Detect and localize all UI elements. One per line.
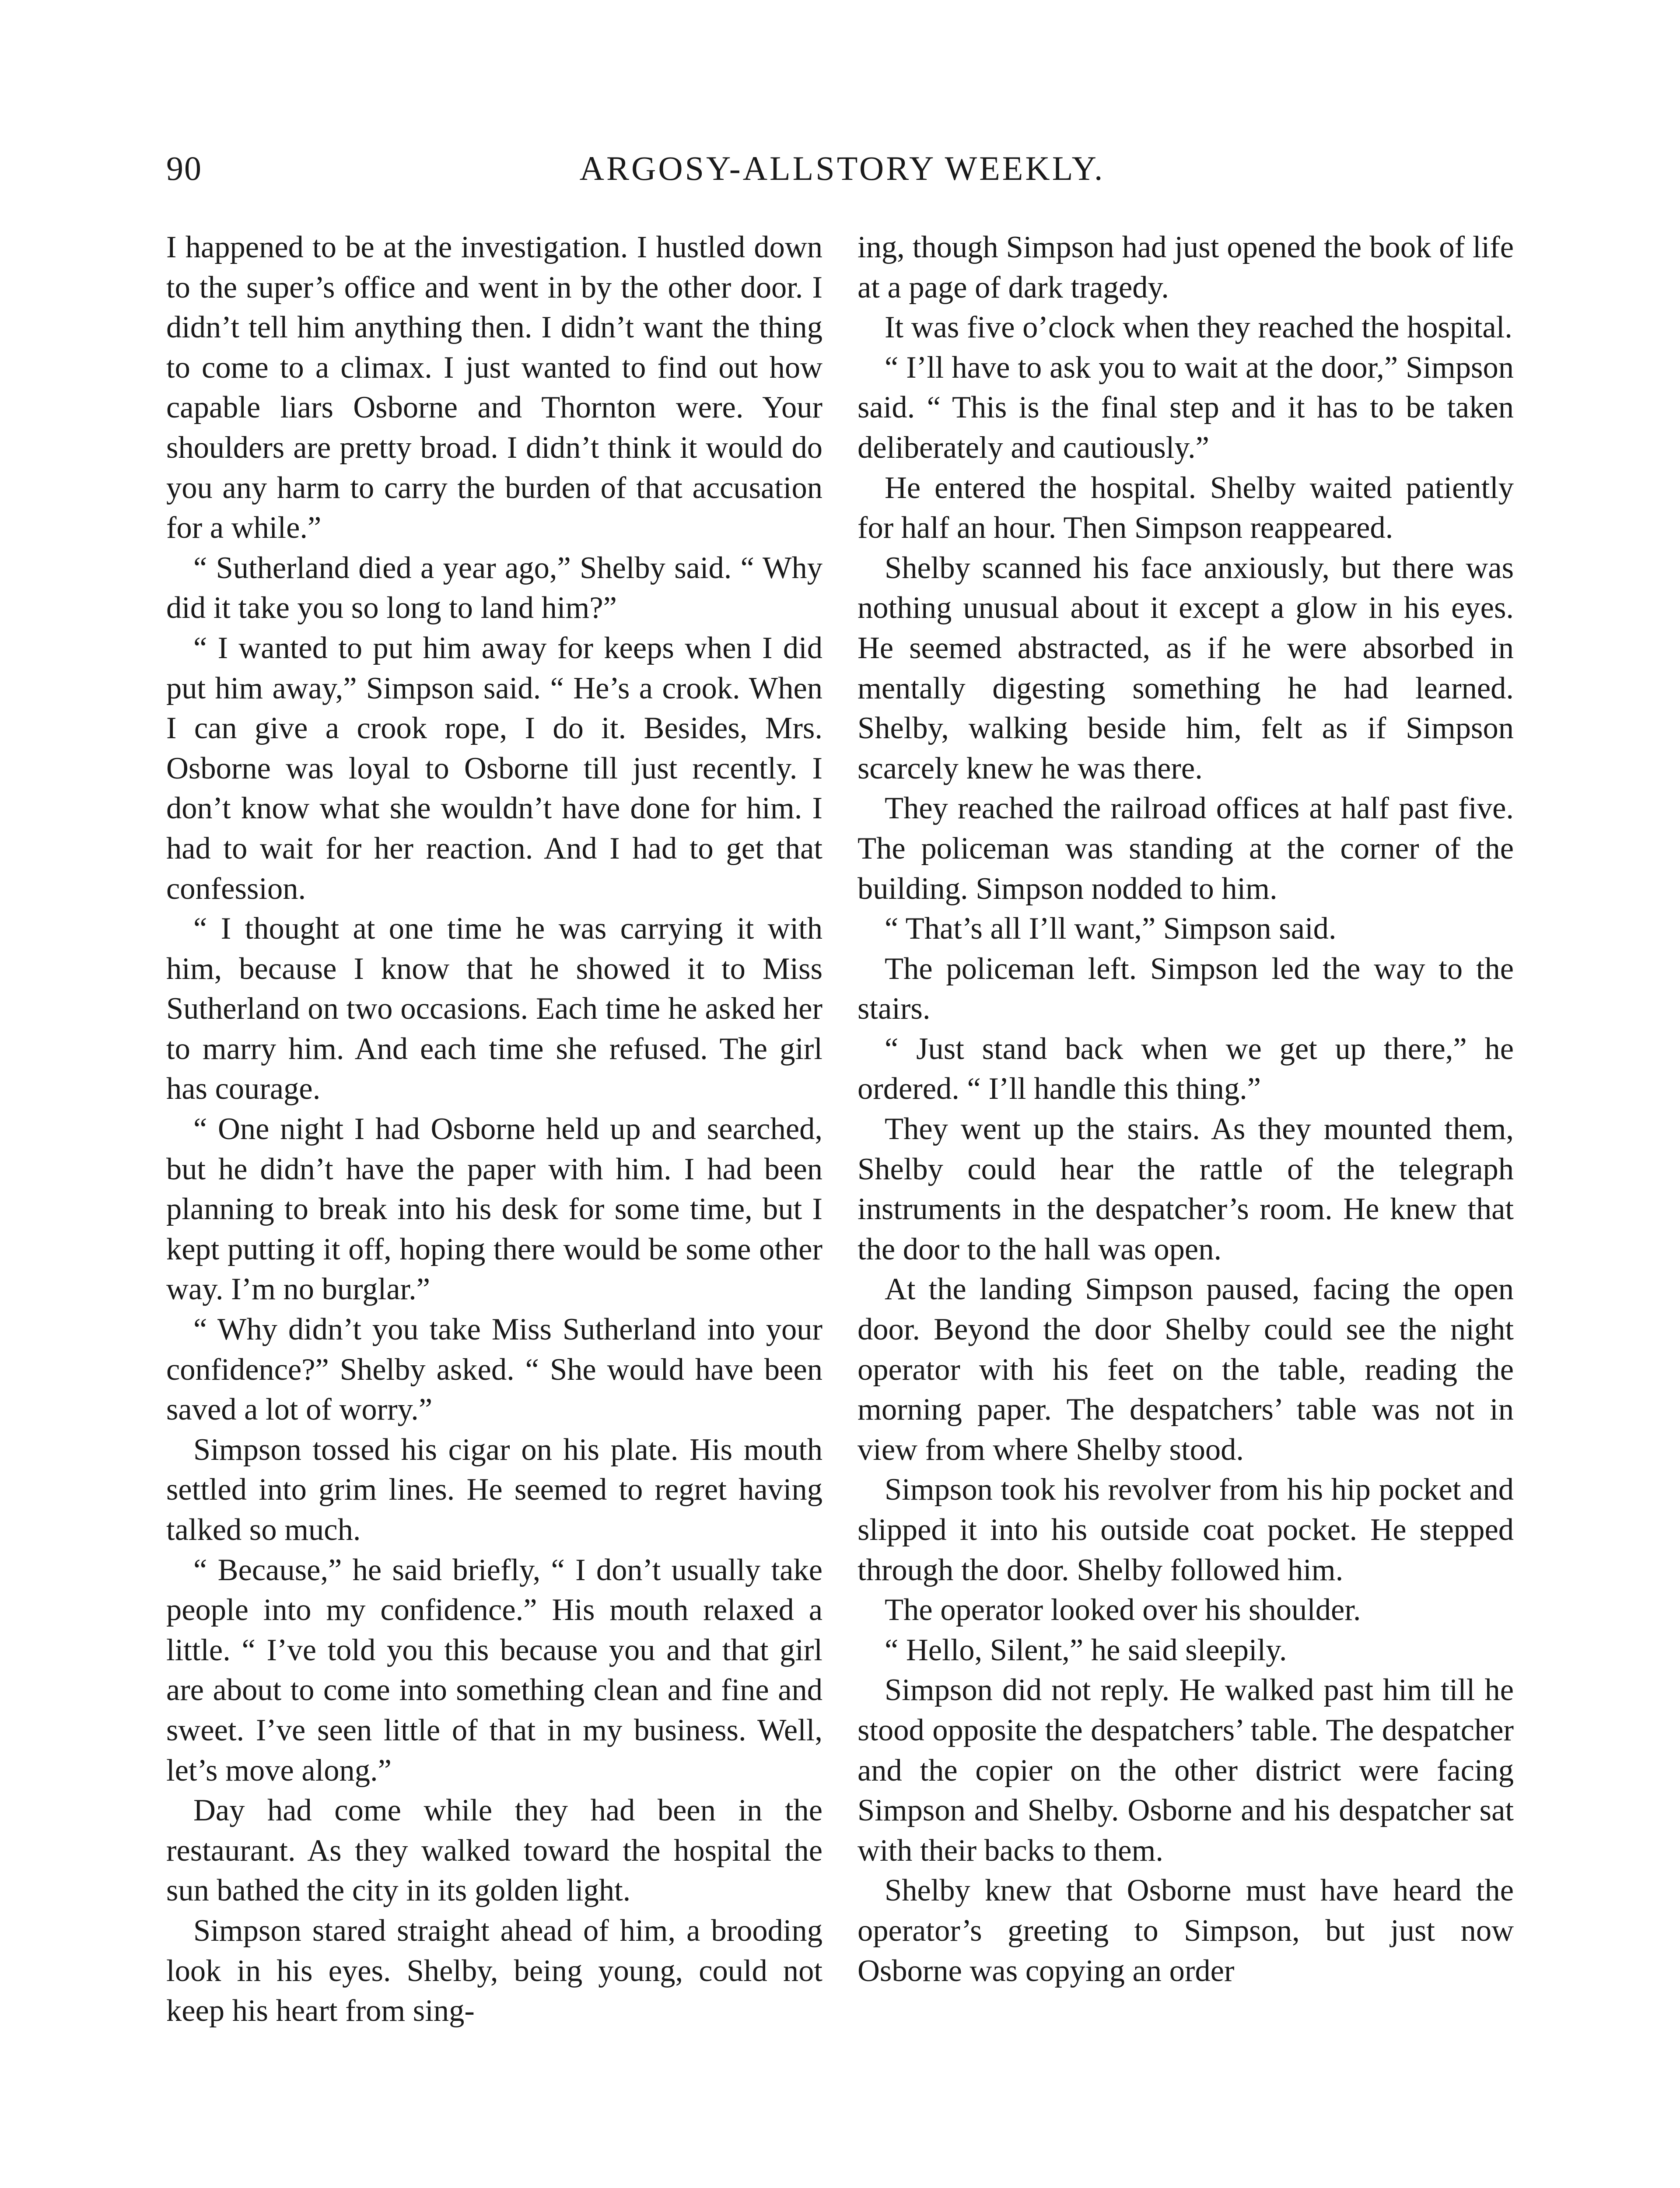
paragraph: At the landing Simpson paused, facing the open door. Beyond the door Shelby could see the night operator with his feet on the table, reading the morning paper. The despatchers’ table was not in view from where Shelby stood. <box>858 1272 1514 1467</box>
paragraph: “ Hello, Silent,” he said sleepily. <box>885 1633 1287 1667</box>
paragraph: They reached the railroad offices at half past five. The policeman was standing at the corner of the building. Simpson nodded to him. <box>858 791 1514 906</box>
paragraph: The operator looked over his shoulder. <box>885 1593 1361 1627</box>
paragraph: ing, though Simpson had just opened the book of life at a page of dark tragedy. <box>858 230 1514 305</box>
paragraph: “ That’s all I’ll want,” Simpson said. <box>885 912 1337 946</box>
paragraph: “ One night I had Osborne held up and searched, but he didn’t have the paper with him. I had been planning to break into his desk for some time, but I kept putting it off, hoping there would be some other way. I’m no burglar.” <box>166 1112 822 1307</box>
page-header <box>166 144 1518 197</box>
paragraph: “ I thought at one time he was carrying it with him, because I know that he showed it to Miss Sutherland on two occasions. Each time he asked her to marry him. And each time she refused. The girl has courage. <box>166 912 822 1106</box>
paragraph: “ I’ll have to ask you to wait at the door,” Simpson said. “ This is the final step and it has to be taken deliberately and cautiously.” <box>858 350 1514 465</box>
paragraph: Shelby scanned his face anxiously, but there was nothing unusual about it except a glow in his eyes. He seemed abstracted, as if he were absorbed in mentally digesting something he had learned. Shelby, walking beside him, felt as if Simpson scarcely knew he was there. <box>858 551 1514 785</box>
paragraph: They went up the stairs. As they mounted them, Shelby could hear the rattle of the telegraph instruments in the despatcher’s room. He knew that the door to the hall was open. <box>858 1112 1514 1266</box>
paragraph: “ Why didn’t you take Miss Sutherland into your confidence?” Shelby asked. “ She would have been saved a lot of worry.” <box>166 1312 822 1427</box>
paragraph: “ Because,” he said briefly, “ I don’t usually take people into my confidence.” His mouth relaxed a little. “ I’ve told you this because you and that girl are about to come into something clean and fine and sweet. I’ve seen little of that in my business. Well, let’s move along.” <box>166 1553 822 1788</box>
right-column <box>858 228 1514 2188</box>
running-head: ARGOSY-ALLSTORY WEEKLY. <box>579 149 1105 187</box>
left-column <box>166 228 822 2188</box>
paragraph: Simpson tossed his cigar on his plate. His mouth settled into grim lines. He seemed to regret having talked so much. <box>166 1432 822 1547</box>
paragraph: The policeman left. Simpson led the way to the stairs. <box>858 951 1514 1026</box>
paragraph: Simpson did not reply. He walked past him till he stood opposite the despatchers’ table. The despatcher and the copier on the other district were facing Simpson and Shelby. Osborne and his despatcher sat with their backs to them. <box>858 1673 1514 1868</box>
paragraph: Shelby knew that Osborne must have heard the operator’s greeting to Simpson, but just now Osborne was copying an order <box>858 1873 1514 1988</box>
paragraph: “ I wanted to put him away for keeps when I did put him away,” Simpson said. “ He’s a crook. When I can give a crook rope, I do it. Besides, Mrs. Osborne was loyal to Osborne till just recently. I don’t know what she wouldn’t have done for him. I had to wait for her reaction. And I had to get that confession. <box>166 631 822 906</box>
paragraph: Simpson stared straight ahead of him, a brooding look in his eyes. Shelby, being young, could not keep his heart from sing- <box>166 1913 822 2028</box>
paragraph: Simpson took his revolver from his hip pocket and slipped it into his outside coat pocket. He stepped through the door. Shelby followed him. <box>858 1473 1514 1587</box>
paragraph: I happened to be at the investigation. I hustled down to the super’s office and went in by the other door. I didn’t tell him anything then. I didn’t want the thing to come to a climax. I just wanted to find out how capable liars Osborne and Thornton were. Your shoulders are pretty broad. I didn’t think it would do you any harm to carry the burden of that accusation for a while.” <box>166 230 822 545</box>
paragraph: Day had come while they had been in the restaurant. As they walked toward the hospital the sun bathed the city in its golden light. <box>166 1793 822 1908</box>
paragraph: He entered the hospital. Shelby waited patiently for half an hour. Then Simpson reappeared. <box>858 470 1514 545</box>
paragraph: It was five o’clock when they reached the hospital. <box>885 310 1512 345</box>
paragraph: “ Sutherland died a year ago,” Shelby said. “ Why did it take you so long to land him?” <box>166 551 822 625</box>
page-number: 90 <box>166 149 202 187</box>
paragraph: “ Just stand back when we get up there,” he ordered. “ I’ll handle this thing.” <box>858 1031 1514 1106</box>
